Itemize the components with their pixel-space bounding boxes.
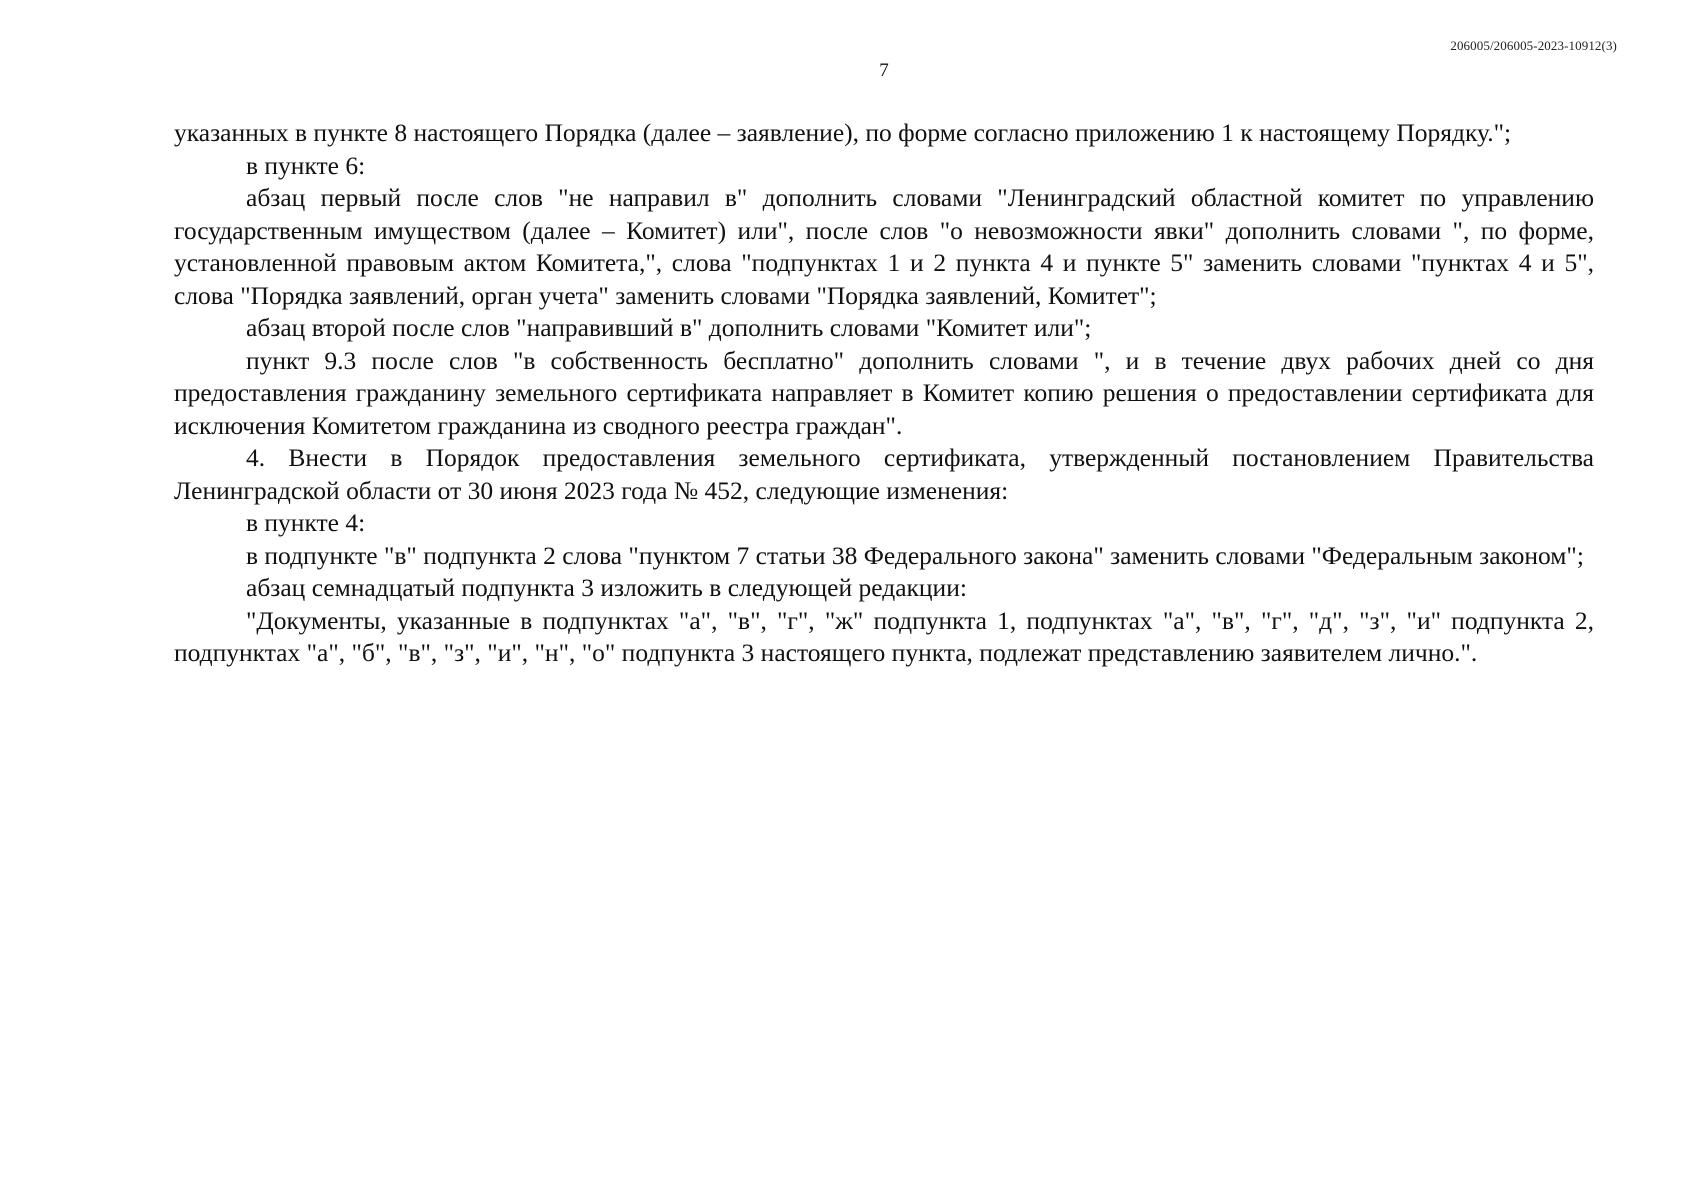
paragraph: абзац первый после слов "не направил в" дополнить словами "Ленинградский областной комитет по управлению государственным имуществом (далее – Комитет) или", после слов "о невозможности явки" дополнить словами ", по форме, установленной правовым актом Комитета,", слова "подпунктах 1 и 2 пункта 4 и пункте 5" заменить словами "пунктах 4 и 5", слова "Порядка заявлений, орган учета" заменить словами "Порядка заявлений, Комитет"; [174,183,1594,310]
page-number: 7 [879,60,889,81]
paragraph: абзац второй после слов "направивший в" дополнить словами "Комитет или"; [246,313,1092,342]
paragraph: абзац семнадцатый подпункта 3 изложить в следующей редакции: [246,573,967,602]
paragraph: в пункте 6: [246,150,366,180]
paragraph: "Документы, указанные в подпунктах "а", "в", "г", "ж" подпункта 1, подпунктах "а", "в", "г", "д", "з", "и" подпункта 2, подпунктах "а", "б", "в", "з", "и", "н", "о" подпункта 3 настоящего пункта, подлежат представлению заявителем лично.". [174,605,1594,667]
paragraph: в пункте 4: [246,508,366,537]
document-body [174,117,1594,670]
paragraph: пункт 9.3 после слов "в собственность бесплатно" дополнить словами ", и в течение двух рабочих дней со дня предоставления гражданину земельного сертификата направляет в Комитет копию решения о предоставлении сертификата для исключения Комитетом гражданина из сводного реестра граждан". [174,345,1594,440]
paragraph: 4. Внести в Порядок предоставления земельного сертификата, утвержденный постановлением Правительства Ленинградской области от 30 июня 2023 года № 452, следующие изменения: [174,443,1594,505]
paragraph: указанных в пункте 8 настоящего Порядка (далее – заявление), по форме согласно приложению 1 к настоящему Порядку."; [174,118,1512,147]
document-id: 206005/206005-2023-10912(3) [1450,38,1617,53]
paragraph: в подпункте "в" подпункта 2 слова "пунктом 7 статьи 38 Федерального закона" заменить словами "Федеральным законом"; [246,540,1584,570]
